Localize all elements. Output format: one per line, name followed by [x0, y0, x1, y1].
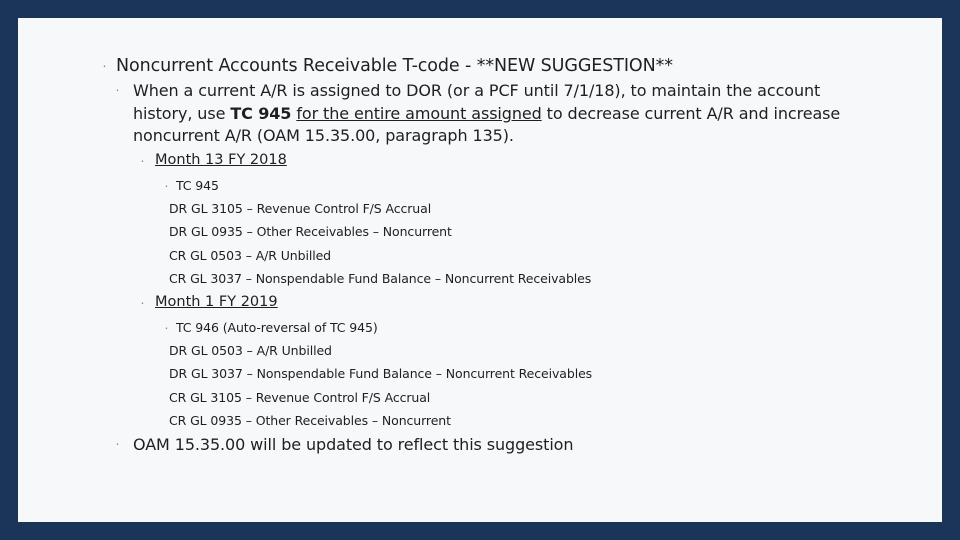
intro-line-3: noncurrent A/R (OAM 15.35.00, paragraph 135).	[133, 126, 514, 145]
journal-entry: DR GL 3037 – Nonspendable Fund Balance – Noncurrent Receivables	[169, 366, 593, 381]
intro-line-2	[133, 104, 840, 123]
intro-text: history, use	[133, 104, 231, 123]
intro-text: to decrease current A/R and increase	[541, 104, 841, 123]
bullet: •	[165, 326, 168, 332]
bullet: •	[141, 159, 144, 165]
amount-emphasis: for the entire amount assigned	[296, 104, 542, 123]
month1-title: Month 1 FY 2019	[155, 294, 278, 310]
journal-entry: DR GL 0503 – A/R Unbilled	[169, 343, 332, 358]
tc-945-emphasis: TC 945	[230, 104, 292, 123]
bullet: •	[116, 88, 119, 94]
bullet: •	[116, 442, 119, 448]
journal-entry: CR GL 3105 – Revenue Control F/S Accrual	[169, 390, 431, 405]
slide-heading: Noncurrent Accounts Receivable T-code - **NEW SUGGESTION**	[116, 56, 673, 76]
month13-tc: TC 945	[176, 178, 219, 193]
month1-tc: TC 946 (Auto-reversal of TC 945)	[176, 320, 378, 335]
journal-entry: CR GL 0935 – Other Receivables – Noncurrent	[169, 413, 451, 428]
journal-entry: DR GL 0935 – Other Receivables – Noncurrent	[169, 224, 452, 239]
bullet: •	[103, 64, 106, 70]
bullet: •	[165, 184, 168, 190]
bullet: •	[141, 301, 144, 307]
journal-entry: CR GL 3037 – Nonspendable Fund Balance – Noncurrent Receivables	[169, 271, 592, 286]
closing-note: OAM 15.35.00 will be updated to reflect this suggestion	[133, 435, 574, 454]
intro-line-1: When a current A/R is assigned to DOR (or a PCF until 7/1/18), to maintain the account	[133, 81, 821, 100]
journal-entry: CR GL 0503 – A/R Unbilled	[169, 248, 331, 263]
slide	[18, 18, 942, 522]
journal-entry: DR GL 3105 – Revenue Control F/S Accrual	[169, 201, 432, 216]
month13-title: Month 13 FY 2018	[155, 152, 287, 168]
